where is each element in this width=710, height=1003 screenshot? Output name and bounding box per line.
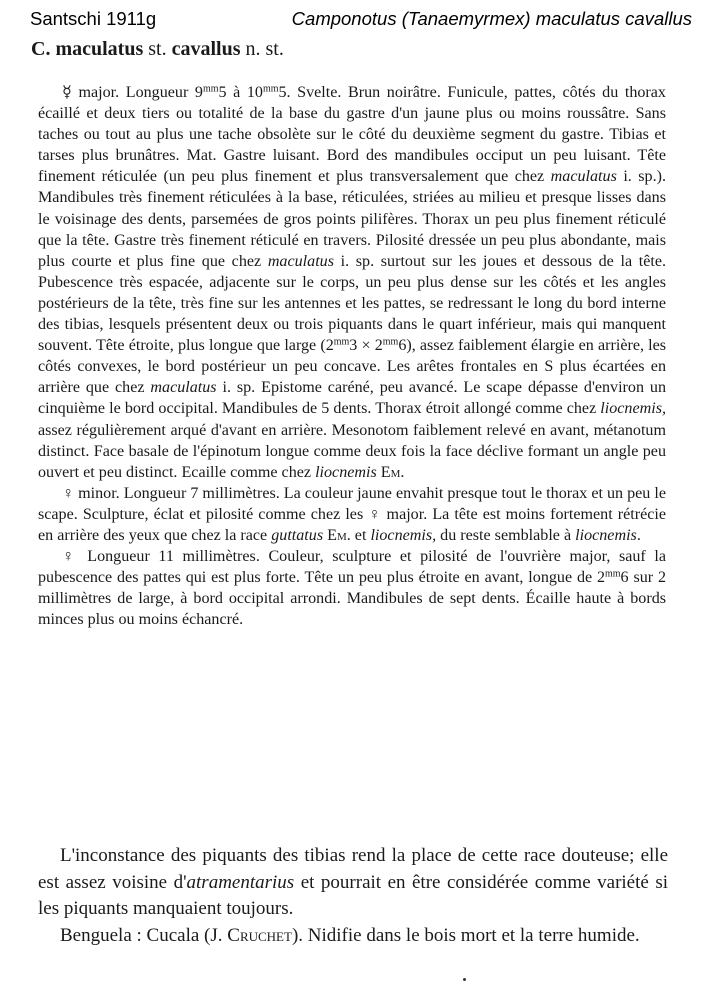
citation-label: Santschi 1911g — [30, 8, 157, 29]
description-body — [38, 82, 666, 630]
female-symbol-icon: ♀ — [62, 484, 75, 502]
species-heading — [31, 36, 284, 62]
female-paragraph: ♀ Longueur 11 millimètres. Couleur, sculpture et pilosité de l'ouvrière major, sauf la pubescence des pattes qui est plus forte. Tête un peu plus étroite en avant, longue de $2^{mm}6$ sur 2 millimètres de large, à bord occipital arrondi. Mandibules de sept dents. Écaille haute à bords minces plus ou moins échancré. — [38, 548, 667, 629]
remarks-paragraph: L'inconstance des piquants des tibias rend la place de cette race douteuse; elle est assez voisine d'atramentarius et pourrait en être considérée comme variété si les piquants manquaient toujours. — [38, 845, 668, 919]
worker-major-paragraph: ☿ major. Longueur $9^{mm}5$ à $10^{mm}5$. Svelte. Brun noirâtre. Funicule, pattes, côtés du thorax écaillé et deux tiers ou totalité de la base du gastre d'un jaune plus ou moins roussâtre. Sans taches ou tout au plus une tache obsolète sur le côté du deuxième segment du gastre. Tibias et tarses plus brunâtres. Mat. Gastre luisant. Bord des mandibules occiput un peu luisant. Tête finement réticulée (un peu plus finement et plus transversalement que chez maculatus i. sp.). Mandibules très finement réticulées à la base, réticulées, striées au milieu et presque lisses dans le voisinage des dents, parsemées de gros points pilifères. Thorax un peu plus finement réticulé que la tête. Gastre très finement réticulé en travers. Pilosité dressée un peu plus abondante, mais plus courte et plus fine que chez maculatus i. sp. surtout sur les joues et dessous de la tête. Pubescence très espacée, adjacente sur le corps, un peu plus dense sur les côtés et les angles postérieurs de la tête, très fine sur les antennes et les pattes, se redressant le long du bord interne des tibias, lesquels présentent deux ou trois piquants dans le quart inférieur, mais qui manquent souvent. Tête étroite, plus longue que large $(2^{mm}3 \times 2^{mm}6)$, assez faiblement élargie en arrière, les côtés convexes, le bord postérieur un peu concave. Les arêtes frontales en S plus écartées en arrière que chez maculatus i. sp. Epistome caréné, peu avancé. Le scape dépasse d'environ un cinquième le bord occipital. Mandibules de 5 dents. Thorax étroit allongé comme chez liocnemis, assez régulièrement arqué d'avant en arrière. Mesonotom faiblement relevé en avant, métanotum distinct. Face basale de l'épinotum longue comme deux fois la face déclive formant un angle peu ouvert et peu distinct. Ecaille comme chez liocnemis Em. — [38, 83, 667, 481]
taxon-header: Camponotus (Tanaemyrmex) maculatus cavallus — [291, 8, 692, 29]
female-symbol-icon: ♀ — [62, 548, 79, 566]
worker-symbol-icon: ☿ — [62, 84, 72, 101]
locality-paragraph: Benguela : Cucala (J. Cruchet). Nidifie dans le bois mort et la terre humide. — [60, 924, 640, 946]
page-header — [30, 6, 692, 32]
scan-speck — [463, 978, 466, 981]
species-name: maculatus — [55, 38, 144, 60]
stirps-label: st. — [148, 38, 167, 60]
status-label: n. st. — [245, 38, 284, 60]
remarks-body — [38, 843, 668, 949]
female-symbol-icon: ♀ — [368, 505, 382, 523]
worker-minor-paragraph: ♀ minor. Longueur 7 millimètres. La couleur jaune envahit presque tout le thorax et un peu le scape. Sculpture, éclat et pilosité comme chez les ♀ major. La tête est moins fortement rétrécie en arrière des yeux que chez la race guttatus Em. et liocnemis, du reste semblable à liocnemis. — [38, 484, 666, 544]
subspecies-name: cavallus — [171, 38, 241, 60]
genus-abbrev: C. — [31, 38, 51, 60]
